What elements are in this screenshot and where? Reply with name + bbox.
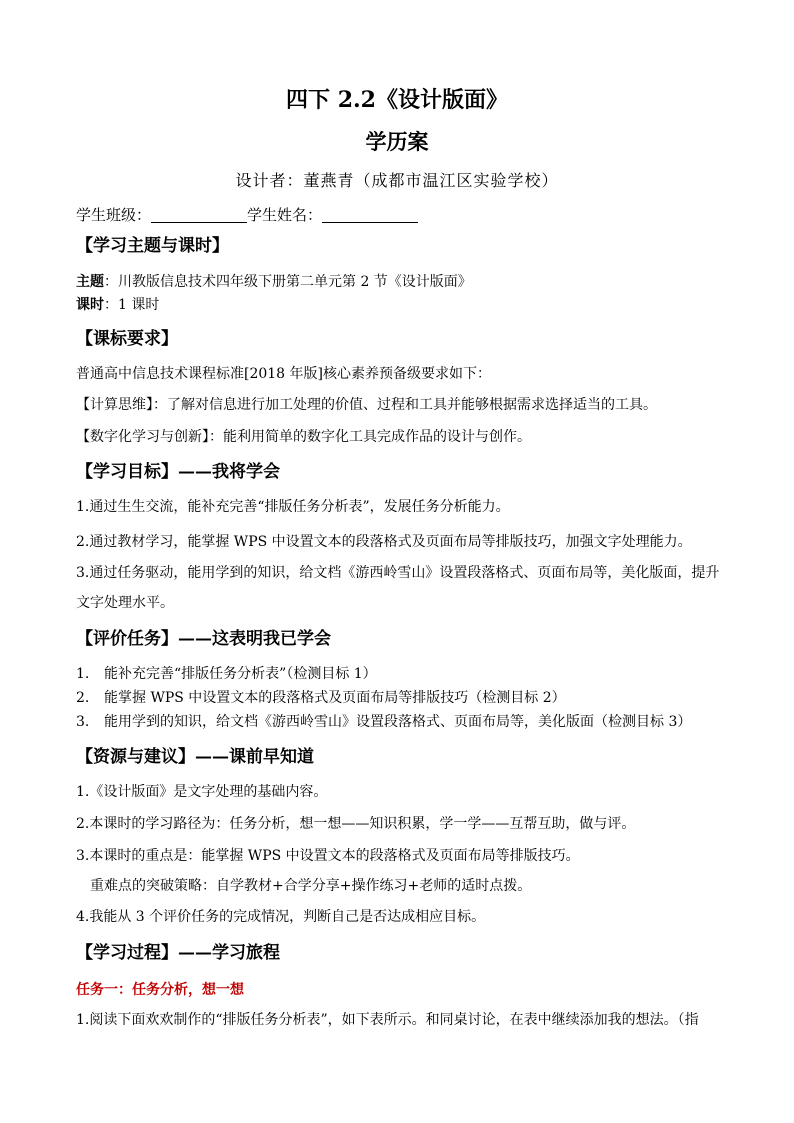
goal-3: 3.通过任务驱动，能用学到的知识，给文档《游西岭雪山》设置段落格式、页面布局等，美化版面，提升: [76, 565, 720, 581]
document-subtitle: 学历案: [365, 129, 429, 154]
student-info-row: [76, 205, 418, 225]
eval-text-3: 能用学到的知识，给文档《游西岭雪山》设置段落格式、页面布局等，美化版面（检测目标 3）: [104, 714, 692, 730]
goal-1: 1.通过生生交流，能补充完善“排版任务分析表”，发展任务分析能力。: [76, 499, 510, 515]
resource-1: 1.《设计版面》是文字处理的基础内容。: [76, 784, 328, 800]
resource-3: 3.本课时的重点是：能掌握 WPS 中设置文本的段落格式及页面布局等排版技巧。: [76, 848, 580, 864]
heading-goals: 【学习目标】——我将学会: [76, 462, 280, 482]
eval-num-3: 3.: [76, 714, 90, 730]
eval-num-2: 2.: [76, 690, 90, 706]
eval-item-3: [76, 712, 691, 732]
goal-3-cont: 文字处理水平。: [76, 595, 174, 611]
standard-item-2: 【数字化学习与创新】：能利用简单的数字化工具完成作品的设计与创作。: [76, 429, 531, 445]
eval-text-2: 能掌握 WPS 中设置文本的段落格式及页面布局等排版技巧（检测目标 2）: [104, 690, 566, 706]
heading-eval: 【评价任务】——这表明我已学会: [76, 629, 331, 649]
class-label: 学生班级：: [76, 206, 152, 224]
eval-num-1: 1.: [76, 666, 90, 682]
heading-resource: 【资源与建议】——课前早知道: [76, 747, 314, 767]
hours-text: ：1 课时: [104, 297, 160, 313]
standard-item-1: 【计算思维】：了解对信息进行加工处理的价值、过程和工具并能够根据需求选择适当的工具。: [76, 397, 657, 413]
name-label: 学生姓名：: [247, 206, 323, 224]
task-1-heading: 任务一：任务分析，想一想: [76, 982, 244, 998]
designer-line: 设计者：董燕青（成都市温江区实验学校）: [235, 171, 559, 190]
eval-item-2: [76, 688, 566, 708]
hours-label: 课时: [76, 297, 104, 313]
resource-2: 2.本课时的学习路径为：任务分析，想一想——知识积累，学一学——互帮互助，做与评。: [76, 816, 636, 832]
topic-text: ：川教版信息技术四年级下册第二单元第 2 节《设计版面》: [104, 274, 472, 290]
class-blank[interactable]: [151, 206, 247, 223]
heading-standard: 【课标要求】: [76, 329, 178, 349]
eval-text-1: 能补充完善“排版任务分析表”（检测目标 1）: [104, 666, 377, 682]
resource-3-strategy: 重难点的突破策略：自学教材+合学分享+操作练习+老师的适时点拨。: [90, 878, 532, 894]
name-blank[interactable]: [322, 206, 418, 223]
eval-item-1: [76, 664, 377, 684]
topic-line: [76, 272, 472, 292]
process-para-1: 1.阅读下面欢欢制作的“排版任务分析表”，如下表所示。和同桌讨论，在表中继续添加我的想法。（指: [76, 1012, 699, 1028]
resource-4: 4.我能从 3 个评价任务的完成情况，判断自己是否达成相应目标。: [76, 909, 486, 925]
hours-line: [76, 295, 159, 315]
standard-intro: 普通高中信息技术课程标准[2018 年版]核心素养预备级要求如下：: [76, 366, 492, 382]
heading-process: 【学习过程】——学习旅程: [76, 943, 280, 963]
document-title: 四下 2.2《设计版面》: [286, 87, 508, 113]
goal-2: 2.通过教材学习，能掌握 WPS 中设置文本的段落格式及页面布局等排版技巧，加强文字处理能力。: [76, 534, 692, 550]
topic-label: 主题: [76, 274, 104, 290]
heading-topic: 【学习主题与课时】: [76, 236, 229, 256]
